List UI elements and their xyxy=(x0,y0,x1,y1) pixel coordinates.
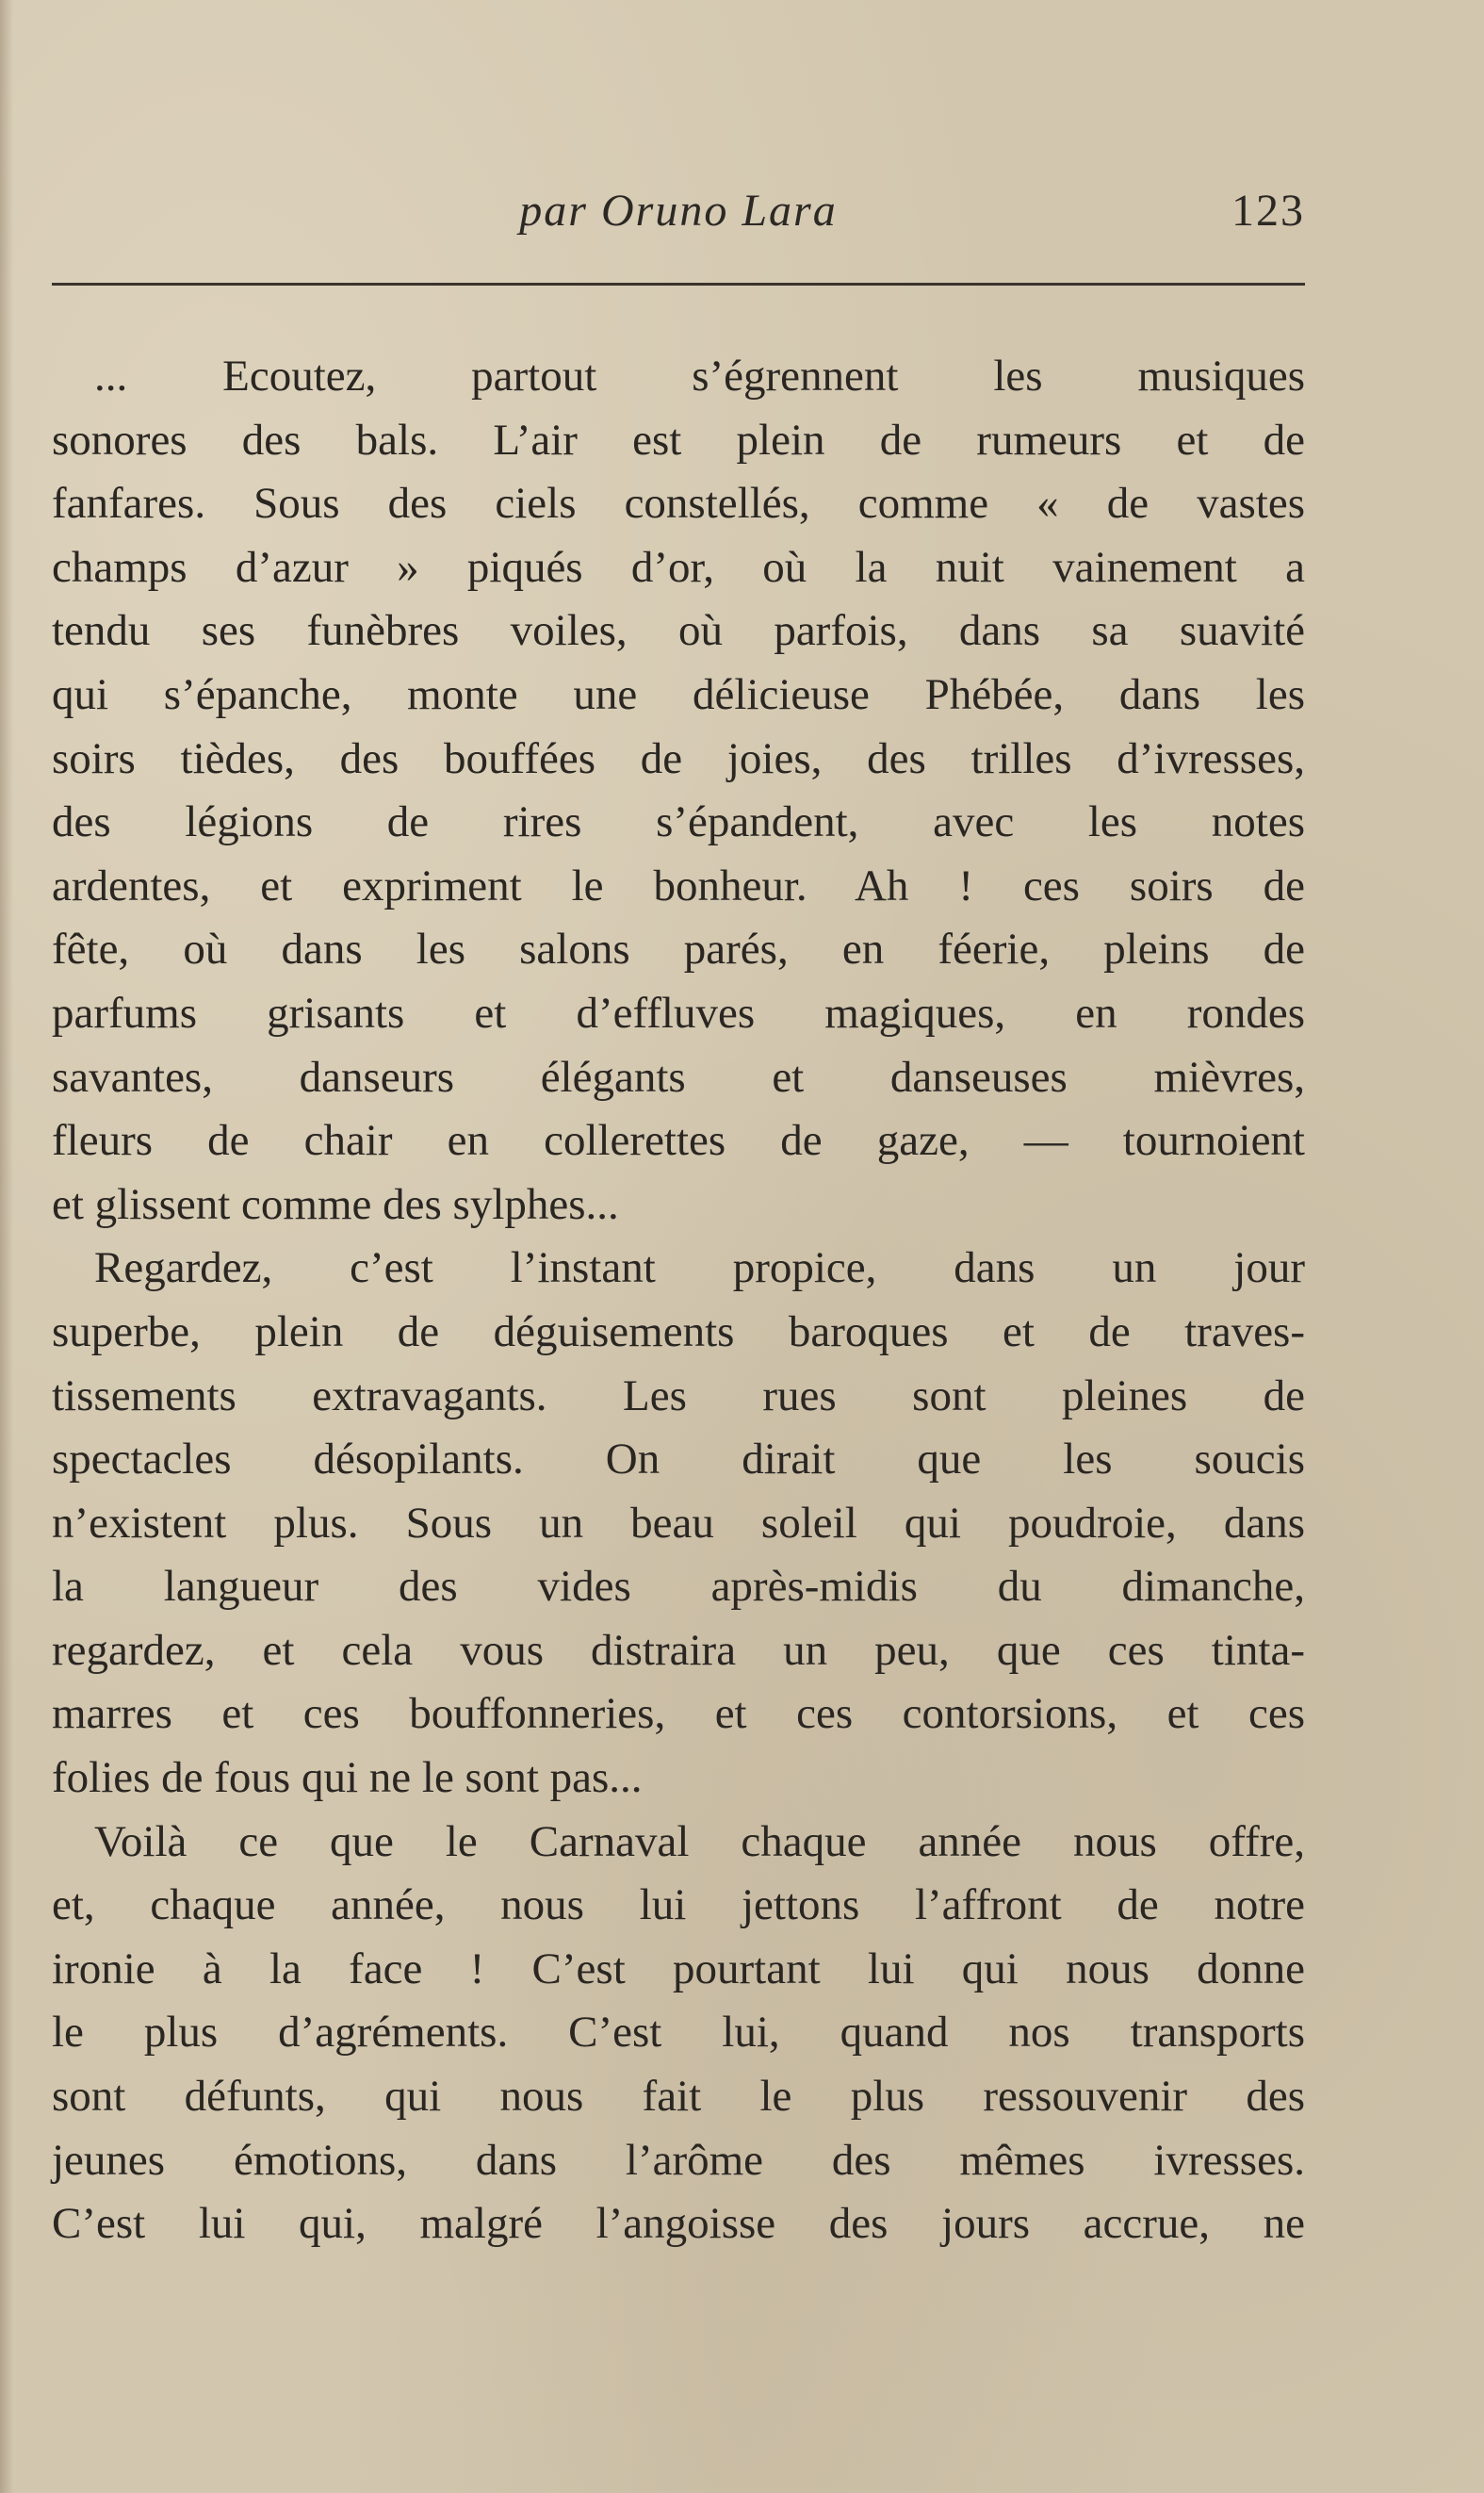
text-line: marres et ces bouffonneries, et ces contorsions, et ces xyxy=(52,1689,1305,1739)
text-line: champs d’azur » piqués d’or, où la nuit vainement a xyxy=(52,542,1305,592)
body-text xyxy=(52,345,1305,2256)
text-line: qui s’épanche, monte une délicieuse Phébée, dans les xyxy=(52,669,1305,719)
text-line: superbe, plein de déguisements baroques et de traves- xyxy=(52,1306,1305,1356)
text-line: sonores des bals. L’air est plein de rumeurs et de xyxy=(52,415,1305,465)
running-title: par Oruno Lara xyxy=(519,186,838,236)
header-rule xyxy=(52,283,1305,286)
text-line: regardez, et cela vous distraira un peu, que ces tinta- xyxy=(52,1625,1305,1675)
text-line: et, chaque année, nous lui jettons l’affront de notre xyxy=(52,1880,1305,1930)
text-line: C’est lui qui, malgré l’angoisse des jours accrue, ne xyxy=(52,2199,1305,2249)
text-line: fleurs de chair en collerettes de gaze, — tournoient xyxy=(52,1116,1305,1166)
text-line: Voilà ce que le Carnaval chaque année nous offre, xyxy=(94,1816,1305,1866)
text-line: ironie à la face ! C’est pourtant lui qui nous donne xyxy=(52,1944,1305,1993)
text-line: soirs tièdes, des bouffées de joies, des trilles d’ivresses, xyxy=(52,733,1305,783)
text-line: fête, où dans les salons parés, en féerie, pleins de xyxy=(52,925,1305,975)
text-line: parfums grisants et d’effluves magiques, en rondes xyxy=(52,988,1305,1038)
text-line: fanfares. Sous des ciels constellés, comme « de vastes xyxy=(52,479,1305,529)
text-line: sont défunts, qui nous fait le plus ressouvenir des xyxy=(52,2072,1305,2122)
page-edge-shadow xyxy=(0,0,13,2493)
text-line: des légions de rires s’épandent, avec les notes xyxy=(52,797,1305,847)
text-line: ... Ecoutez, partout s’égrennent les musiques xyxy=(94,352,1305,401)
text-line: le plus d’agréments. C’est lui, quand nos transports xyxy=(52,2008,1305,2058)
text-line: Regardez, c’est l’instant propice, dans un jour xyxy=(94,1243,1305,1293)
text-line: folies de fous qui ne le sont pas... xyxy=(52,1753,643,1803)
text-line: spectacles désopilants. On dirait que les soucis xyxy=(52,1435,1305,1484)
text-line: et glissent comme des sylphes... xyxy=(52,1179,619,1229)
page-number: 123 xyxy=(1231,186,1305,236)
text-line: la langueur des vides après-midis du dimanche, xyxy=(52,1562,1305,1612)
text-line: savantes, danseurs élégants et danseuses mièvres, xyxy=(52,1052,1305,1102)
text-line: ardentes, et expriment le bonheur. Ah ! ces soirs de xyxy=(52,861,1305,910)
page-header xyxy=(52,185,1305,251)
text-line: n’existent plus. Sous un beau soleil qui poudroie, dans xyxy=(52,1498,1305,1548)
text-line: tendu ses funèbres voiles, où parfois, dans sa suavité xyxy=(52,606,1305,656)
text-line: tissements extravagants. Les rues sont pleines de xyxy=(52,1370,1305,1420)
text-line: jeunes émotions, dans l’arôme des mêmes ivresses. xyxy=(52,2135,1305,2185)
